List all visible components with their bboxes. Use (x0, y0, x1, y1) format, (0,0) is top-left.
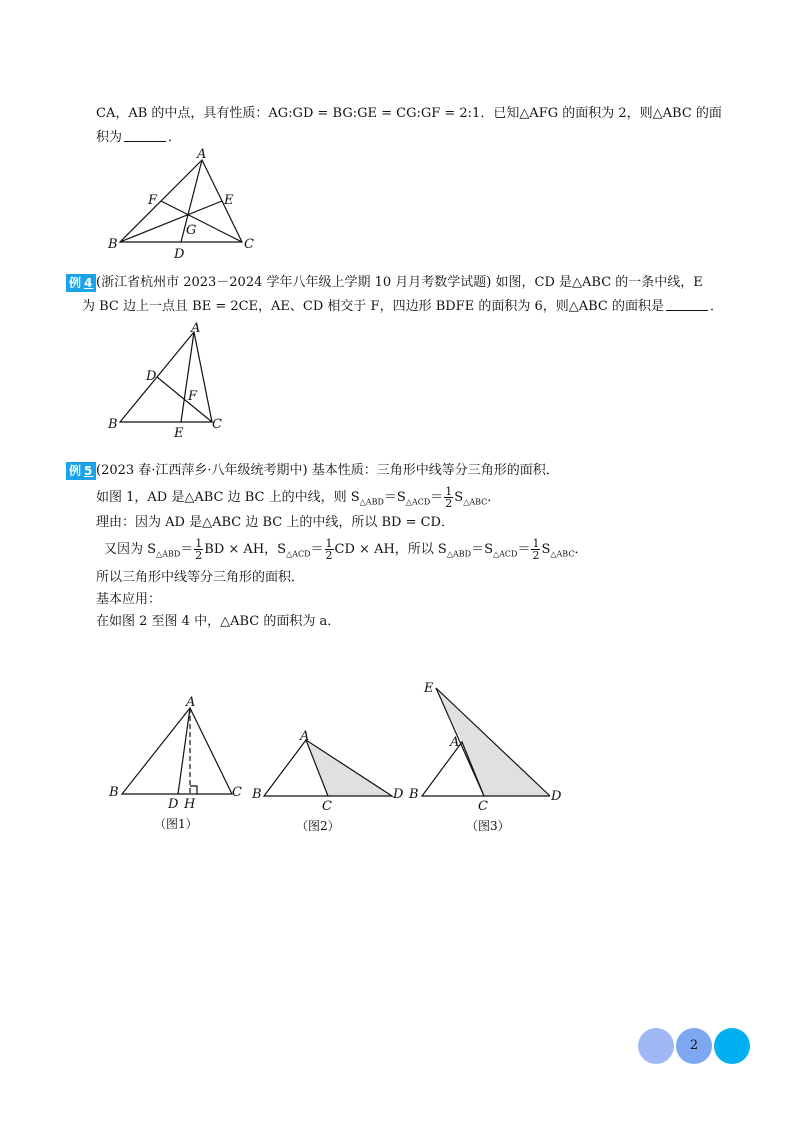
figure-2 (250, 720, 410, 836)
example5-line1: (2023 春·江西萍乡·八年级统考期中) 基本性质：三角形中线等分三角形的面积． (96, 463, 559, 478)
example5-line2 (96, 486, 500, 513)
example5-badge-num: 5 (84, 464, 94, 478)
label-e: E (224, 193, 234, 208)
example5-line2-b: ． (487, 490, 501, 505)
label-b: B (409, 787, 419, 802)
eq: ＝ (430, 490, 444, 505)
label-g: G (186, 223, 197, 238)
fraction-half: $\frac{1}{2}$ (532, 537, 540, 562)
example5-line2-a: 如图 1，AD 是△ABC 边 BC 上的中线，则 S (96, 490, 360, 505)
label-e: E (174, 426, 184, 440)
page-number: 2 (689, 1038, 699, 1053)
s-letter: S (454, 490, 464, 505)
label-f: F (148, 193, 158, 208)
sub-abd: △ABD (156, 549, 181, 559)
pager-circle-right (714, 1028, 750, 1064)
label-c: C (232, 785, 242, 800)
sub-abd: △ABD (359, 497, 384, 507)
example5-line7: 在如图 2 至图 4 中，△ABC 的面积为 a． (96, 614, 341, 629)
example5-line4-c: CD × AH，所以 S (334, 542, 447, 557)
median-be (120, 201, 222, 242)
label-h: H (184, 797, 196, 812)
answer-blank[interactable] (666, 297, 708, 311)
fraction-half: $\frac{1}{2}$ (195, 537, 203, 562)
sub-acd: △ACD (492, 549, 518, 559)
caption-fig2: （图2） (296, 819, 340, 833)
sub-abc: △ABC (463, 497, 488, 507)
right-angle-mark (190, 786, 197, 794)
example4-line2-b: ． (710, 299, 724, 314)
label-a: A (191, 321, 201, 336)
label-b: B (252, 787, 262, 802)
problem3-line2-b: ． (168, 130, 182, 145)
period: ． (574, 542, 588, 557)
example4-line2-a: 为 BC 边上一点且 BE = 2CE，AE、CD 相交于 F，四边形 BDFE 的面积为 6，则△ABC 的面积是 (82, 299, 664, 314)
sub-abd: △ABD (446, 549, 472, 559)
figure-3 (406, 676, 582, 838)
figure-centroid-triangle (100, 146, 270, 262)
sub-acd: △ACD (405, 497, 431, 507)
figure-1 (106, 694, 246, 836)
label-d: D (146, 369, 157, 384)
example5-line4-a: 又因为 S (104, 542, 157, 557)
label-c: C (322, 799, 332, 814)
example5-badge (66, 462, 96, 480)
example5-line4 (104, 538, 587, 565)
example5-line5: 所以三角形中线等分三角形的面积． (96, 570, 305, 585)
fraction-half: $\frac{1}{2}$ (325, 537, 333, 562)
eq: ＝ (310, 542, 324, 557)
pager-circle-left (638, 1028, 674, 1064)
label-c: C (212, 417, 222, 432)
caption-fig3: （图3） (466, 819, 510, 833)
label-c: C (244, 237, 254, 252)
label-c: C (478, 799, 488, 814)
label-b: B (108, 237, 118, 252)
eq-s: ＝S (383, 490, 406, 505)
example4-badge-num: 4 (84, 276, 94, 290)
example5-badge-label: 例 (69, 464, 83, 478)
figure-example4 (100, 318, 240, 440)
example5-line4-b: BD × AH，S (204, 542, 287, 557)
label-d: D (551, 789, 562, 804)
sub-abc: △ABC (550, 549, 575, 559)
label-b: B (108, 417, 118, 432)
example4-line2 (82, 297, 723, 317)
example4-badge-label: 例 (69, 276, 83, 290)
eq: ＝ (517, 542, 531, 557)
label-d: D (168, 797, 179, 812)
label-d: D (174, 247, 185, 262)
label-a: A (186, 695, 196, 710)
eq-s: ＝S (471, 542, 493, 557)
problem3-line1: CA，AB 的中点，具有性质：AG:GD = BG:GE = CG:GF = 2:1．已知△AFG 的面积为 2，则△ABC 的面 (96, 106, 722, 121)
answer-blank[interactable] (124, 128, 166, 142)
fraction-half: $\frac{1}{2}$ (445, 485, 453, 510)
example5-line3: 理由：因为 AD 是△ABC 边 BC 上的中线，所以 BD = CD． (96, 515, 454, 530)
label-d: D (393, 787, 404, 802)
problem3-line2 (96, 128, 181, 148)
label-b: B (109, 785, 119, 800)
triangle-abc (120, 332, 212, 422)
sub-acd: △ACD (286, 549, 311, 559)
example5-line6: 基本应用： (96, 592, 162, 607)
label-a: A (450, 735, 460, 750)
pager-circle-mid (676, 1028, 712, 1064)
caption-fig1: （图1） (154, 817, 198, 831)
triangle-abc (122, 708, 232, 794)
example4-badge (66, 274, 96, 292)
problem3-line2-a: 积为 (96, 130, 123, 145)
example4-line1: (浙江省杭州市 2023－2024 学年八年级上学期 10 月月考数学试题) 如图，CD 是△ABC 的一条中线，E (96, 275, 703, 290)
label-a: A (197, 147, 207, 162)
label-a: A (300, 729, 310, 744)
label-e: E (424, 681, 434, 696)
s-letter: S (541, 542, 551, 557)
label-f: F (188, 389, 198, 404)
eq: ＝ (180, 542, 194, 557)
